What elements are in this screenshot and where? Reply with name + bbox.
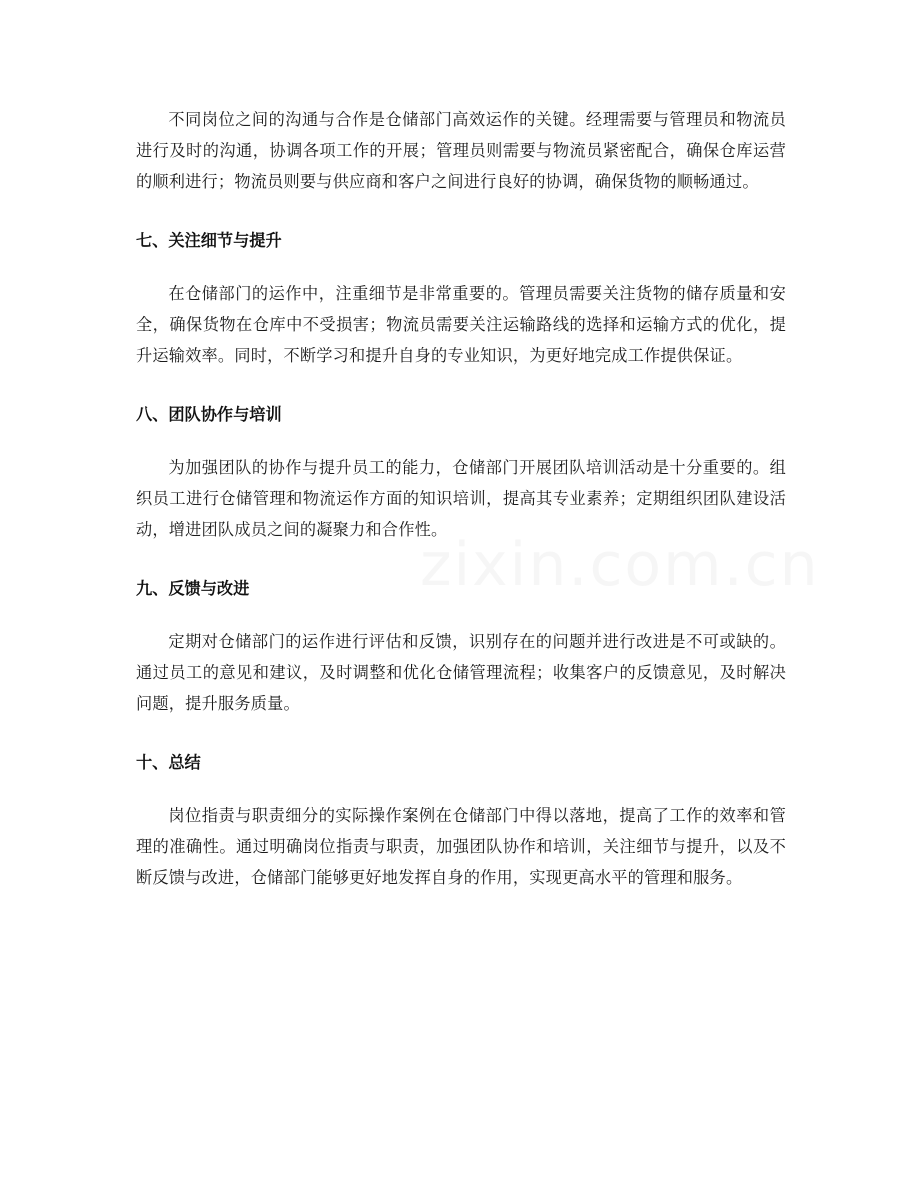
section-paragraph-10: 岗位指责与职责细分的实际操作案例在仓储部门中得以落地，提高了工作的效率和管理的准确性。通过明确岗位指责与职责，加强团队协作和培训，关注细节与提升，以及不断反馈与改进，仓储部门能够更好地发挥自身的作用，实现更高水平的管理和服务。 xyxy=(136,806,786,887)
section-heading-8: 八、团队协作与培训 xyxy=(136,405,282,424)
spacer xyxy=(136,778,786,800)
spacer xyxy=(136,197,786,225)
watermark-text: zixin.com.cn xyxy=(420,530,820,600)
spacer xyxy=(136,604,786,626)
section-paragraph-9: 定期对仓储部门的运作进行评估和反馈，识别存在的问题并进行改进是不可或缺的。通过员工的意见和建议，及时调整和优化仓储管理流程；收集客户的反馈意见，及时解决问题，提升服务质量。 xyxy=(136,632,786,713)
spacer xyxy=(136,545,786,573)
spacer xyxy=(136,430,786,452)
section-heading-10: 十、总结 xyxy=(136,753,201,772)
document-body xyxy=(136,104,786,893)
section-paragraph-8: 为加强团队的协作与提升员工的能力，仓储部门开展团队培训活动是十分重要的。组织员工进行仓储管理和物流运作方面的知识培训，提高其专业素养；定期组织团队建设活动，增进团队成员之间的凝聚力和合作性。 xyxy=(136,458,786,539)
section-heading-9: 九、反馈与改进 xyxy=(136,579,250,598)
spacer xyxy=(136,256,786,278)
section-heading-7: 七、关注细节与提升 xyxy=(136,231,282,250)
section-paragraph-7: 在仓储部门的运作中，注重细节是非常重要的。管理员需要关注货物的储存质量和安全，确保货物在仓库中不受损害；物流员需要关注运输路线的选择和运输方式的优化，提升运输效率。同时，不断学习和提升自身的专业知识，为更好地完成工作提供保证。 xyxy=(136,284,786,365)
intro-paragraph: 不同岗位之间的沟通与合作是仓储部门高效运作的关键。经理需要与管理员和物流员进行及时的沟通，协调各项工作的开展；管理员则需要与物流员紧密配合，确保仓库运营的顺利进行；物流员则要与供应商和客户之间进行良好的协调，确保货物的顺畅通过。 xyxy=(136,110,786,191)
spacer xyxy=(136,719,786,747)
spacer xyxy=(136,371,786,399)
